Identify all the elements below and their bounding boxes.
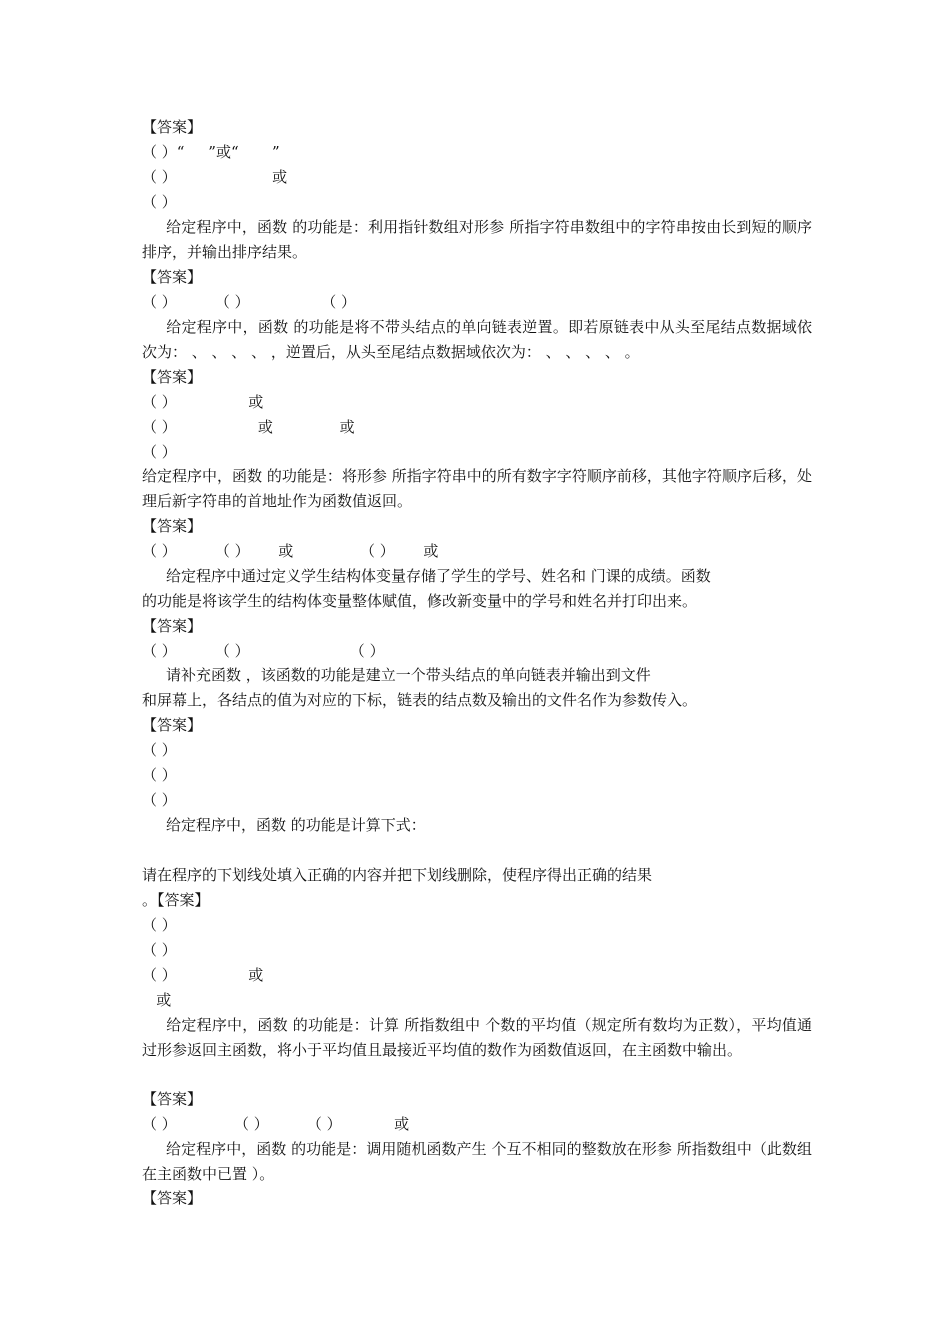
- question-text-continued: 和屏幕上，各结点的值为对应的下标，链表的结点数及输出的文件名作为参数传入。: [142, 691, 698, 709]
- answer-heading: 【答案】: [142, 617, 203, 635]
- answer-heading: 【答案】: [142, 517, 203, 535]
- answer-blank-line: （ ）: [142, 941, 177, 959]
- answer-blank-line: （ ）: [142, 766, 177, 784]
- answer-blank-line: （ ） （ ） （ ） 或: [142, 1115, 410, 1133]
- question-text: 给定程序中，函数 的功能是将不带头结点的单向链表逆置。即若原链表中从头至尾结点数据域依次为： 、 、 、 、 ，逆置后，从头至尾结点数据域依次为： 、 、 、 、 。: [142, 318, 812, 361]
- question-paragraph-7: [142, 863, 812, 913]
- question-text: 给定程序中，函数 的功能是计算下式：: [166, 816, 426, 834]
- question-paragraph-3: [142, 464, 812, 514]
- answer-heading: 【答案】: [142, 716, 203, 734]
- answer-blank-line: （ ） （ ） 或 （ ） 或: [142, 542, 439, 560]
- question-text: 请补充函数 ，该函数的功能是建立一个带头结点的单向链表并输出到文件: [166, 666, 651, 684]
- question-text: 给定程序中，函数 的功能是：利用指针数组对形参 所指字符串数组中的字符串按由长到短的顺序排序，并输出排序结果。: [142, 218, 812, 261]
- question-text: 给定程序中，函数 的功能是：将形参 所指字符串中的所有数字字符顺序前移，其他字符顺序后移，处理后新字符串的首地址作为函数值返回。: [142, 467, 812, 510]
- answer-heading: 【答案】: [142, 118, 203, 136]
- question-text-continued: 的功能是将该学生的结构体变量整体赋值，修改新变量中的学号和姓名并打印出来。: [142, 592, 698, 610]
- answer-blank-line: （ ） 或: [142, 168, 288, 186]
- answer-blank-line: （ ）: [142, 916, 177, 934]
- answer-blank-line: （ ） （ ） （ ）: [142, 293, 356, 311]
- answer-blank-line: （ ）: [142, 741, 177, 759]
- question-paragraph-1: [142, 215, 812, 265]
- question-text: 给定程序中通过定义学生结构体变量存储了学生的学号、姓名和 门课的成绩。函数: [166, 567, 711, 585]
- answer-heading: 【答案】: [142, 268, 203, 286]
- question-paragraph-8: [142, 1013, 812, 1063]
- answer-blank-line: （ ） 或: [142, 393, 264, 411]
- answer-heading: 【答案】: [142, 1090, 203, 1108]
- answer-blank-line: （ ）“ ”或“ ”: [142, 143, 280, 161]
- question-text: 给定程序中，函数 的功能是：调用随机函数产生 个互不相同的整数放在形参 所指数组中（此数组在主函数中已置 ）。: [142, 1140, 812, 1183]
- question-text: 请在程序的下划线处填入正确的内容并把下划线删除，使程序得出正确的结果: [142, 866, 653, 884]
- question-paragraph-6: [142, 813, 812, 838]
- answer-blank-line: （ ） （ ） （ ）: [142, 642, 385, 660]
- answer-blank-line: 或: [142, 991, 172, 1009]
- question-paragraph-9: [142, 1137, 812, 1187]
- question-paragraph-5: [142, 663, 812, 713]
- answer-heading: 。【答案】: [142, 891, 210, 909]
- question-text: 给定程序中，函数 的功能是：计算 所指数组中 个数的平均值（规定所有数均为正数），平均值通过形参返回主函数，将小于平均值且最接近平均值的数作为函数值返回，在主函数中输出。: [142, 1016, 812, 1059]
- answer-heading: 【答案】: [142, 368, 203, 386]
- answer-blank-line: （ ）: [142, 791, 177, 809]
- question-paragraph-2: [142, 315, 812, 365]
- question-paragraph-4: [142, 564, 812, 614]
- answer-blank-line: （ ） 或 或: [142, 418, 355, 436]
- answer-blank-line: （ ） 或: [142, 966, 264, 984]
- answer-blank-line: （ ）: [142, 443, 177, 461]
- answer-blank-line: （ ）: [142, 193, 177, 211]
- answer-heading: 【答案】: [142, 1189, 203, 1207]
